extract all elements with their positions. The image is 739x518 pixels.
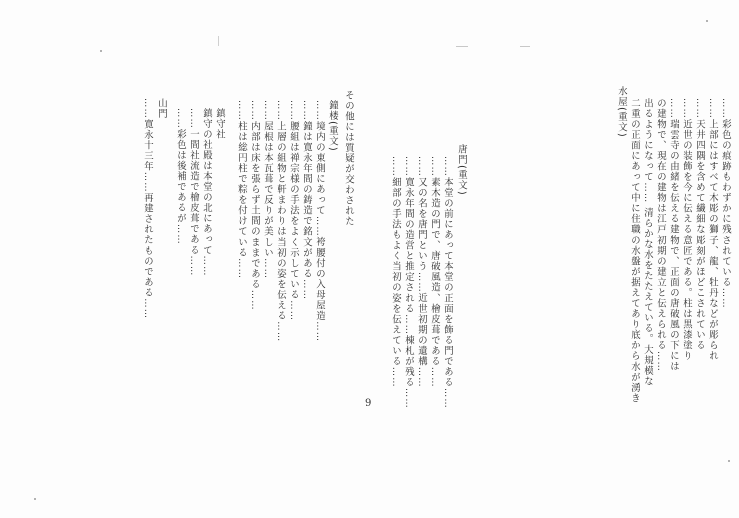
text-column: ……一間社流造で檜皮葺である…… <box>188 108 199 277</box>
text-column: 山門 <box>156 98 167 120</box>
text-column: ……本堂の前にあって本堂の正面を飾る門である…… <box>442 156 453 409</box>
scan-speck <box>728 460 730 462</box>
text-column: ……鐘は寛永年間の鋳造で銘文がある…… <box>301 100 312 301</box>
scan-speck <box>34 498 36 500</box>
text-column: ……柱は総円柱で粽を付けている…… <box>236 100 247 280</box>
scan-speck <box>100 50 102 52</box>
text-column: ……内部は床を張らず土間のままである…… <box>249 100 260 311</box>
text-column: ……細部の手法もよく当初の姿を伝えている…… <box>390 156 401 388</box>
text-column: ……屋根は本瓦葺で反りが美しい…… <box>262 100 273 280</box>
text-column: ……上部にはすべて木彫の獅子、龍、牡丹などが彫られ <box>707 98 718 362</box>
text-column: ……又の名を唐門という……近世初期の遺構…… <box>416 156 427 388</box>
text-column: 鎮守の社殿は本堂の北にあって…… <box>201 108 212 277</box>
scan-line <box>520 46 530 47</box>
text-column: ……近世の装飾を今に伝える意匠である。柱は黒漆塗り <box>681 98 692 362</box>
text-column: 鐘楼(重文) <box>327 100 338 152</box>
text-column: ……寛永年間の造営と推定される……棟札が残る…… <box>403 156 414 409</box>
text-column: 出るようになって…… 清らかな水をたたえている。大規模な <box>642 98 653 387</box>
text-column: 鎮守社 <box>214 108 225 140</box>
text-column: ……寛永十三年……再建されたものである…… <box>142 98 153 320</box>
scan-line <box>218 36 219 46</box>
text-column: ……瑞雲寺の由緒を伝える建物で、正面の唐破風の下には <box>668 98 679 373</box>
scan-line <box>456 46 468 47</box>
text-column: 二重の正面にあって中に住職の水盤が据えてあり底から水が湧き <box>629 98 640 404</box>
text-column: ……素木造の門で、唐破風造、檜皮葺である…… <box>429 156 440 388</box>
text-column: 水屋(重文) <box>616 86 627 138</box>
text-column: の建物で、現在の建物は江戸初期の建立と伝えられる…… <box>655 98 666 373</box>
page-number: 9 <box>365 398 372 409</box>
text-column: ……彩色の痕跡もわずかに残されている…… <box>720 98 731 309</box>
text-column: ……腰組は禅宗様の手法をよく示している…… <box>288 100 299 322</box>
text-column: 唐門(重文) <box>456 144 467 196</box>
scan-speck <box>706 20 708 22</box>
text-column: ……上層の組物と軒まわりは当初の姿を伝える…… <box>275 100 286 343</box>
text-column: ……彩色は後補であるが…… <box>175 108 186 245</box>
text-column: ……境内の東側にあって……袴腰付の入母屋造…… <box>314 100 325 343</box>
text-column: その他には質疑が交わされた <box>343 90 354 228</box>
text-column: ……天井四隅を含めて繊細な彫刻がほどこされている <box>694 98 705 351</box>
